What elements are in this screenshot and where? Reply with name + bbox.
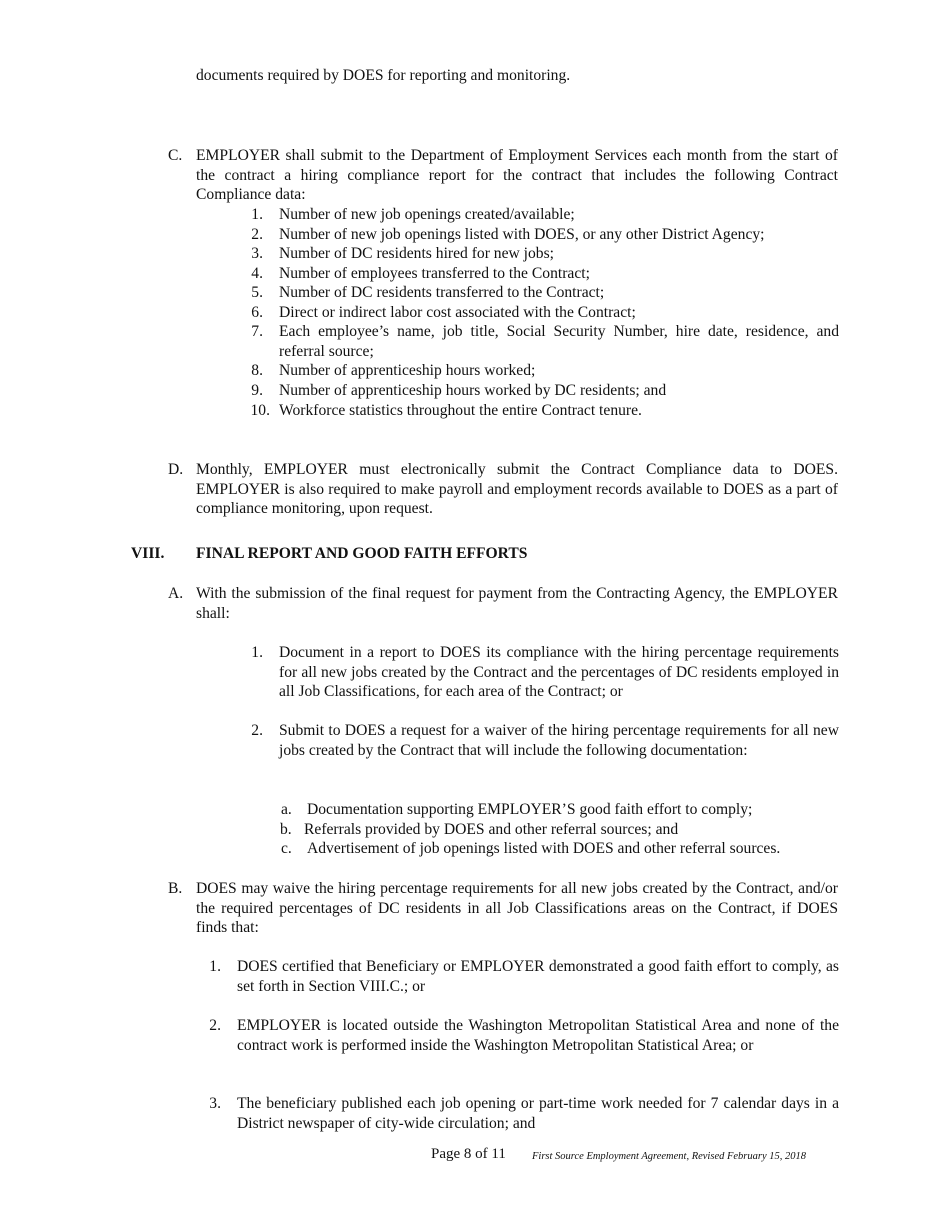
list-item-number: 8.	[251, 362, 263, 379]
section-a-item-2: Submit to DOES a request for a waiver of the hiring percentage requirements for all new jobs created by the Contract that will include the following documentation:	[279, 722, 839, 759]
intro-line: documents required by DOES for reporting and monitoring.	[196, 67, 571, 84]
section-d-letter: D.	[168, 461, 184, 478]
section-b-item: DOES certified that Beneficiary or EMPLOYER demonstrated a good faith effort to comply, as set forth in Section VIII.C.; or	[237, 958, 839, 995]
list-item: Direct or indirect labor cost associated with the Contract;	[279, 304, 636, 321]
footer-note: First Source Employment Agreement, Revised February 15, 2018	[532, 1151, 807, 1162]
sub-item-letter: b.	[280, 821, 292, 838]
section-a-item-1: Document in a report to DOES its compliance with the hiring percentage requirements for all new jobs created by the Contract and the percentages of DC residents employed in all Job Classifications, for each area of the Contract; or	[279, 644, 839, 701]
list-item-number: 6.	[251, 304, 263, 321]
list-item-number: 1.	[251, 644, 263, 661]
list-item: Number of DC residents hired for new jobs;	[279, 245, 554, 262]
list-item: Workforce statistics throughout the entire Contract tenure.	[279, 402, 642, 419]
list-item-number: 9.	[251, 382, 263, 399]
sub-item: Advertisement of job openings listed with DOES and other referral sources.	[307, 840, 781, 857]
sub-item: Documentation supporting EMPLOYER’S good faith effort to comply;	[307, 801, 753, 818]
list-item-number: 4.	[251, 265, 263, 282]
list-item: Number of DC residents transferred to the Contract;	[279, 284, 605, 301]
list-item-number: 10.	[250, 402, 270, 419]
list-item-number: 2.	[209, 1017, 221, 1034]
list-item-number: 5.	[251, 284, 263, 301]
list-item-number: 3.	[251, 245, 263, 262]
list-item-number: 1.	[251, 206, 263, 223]
page-number: Page 8 of 11	[431, 1146, 506, 1162]
section-c-letter: C.	[168, 147, 183, 164]
list-item: Number of employees transferred to the Contract;	[279, 265, 590, 282]
list-item-number: 2.	[251, 722, 263, 739]
section-viii-title: FINAL REPORT AND GOOD FAITH EFFORTS	[196, 545, 528, 562]
list-item: Each employee’s name, job title, Social Security Number, hire date, residence, and referral source;	[279, 323, 839, 360]
list-item: Number of new job openings listed with DOES, or any other District Agency;	[279, 226, 765, 243]
list-item: Number of apprenticeship hours worked;	[279, 362, 536, 379]
sub-item-letter: a.	[281, 801, 292, 818]
list-item-number: 2.	[251, 226, 263, 243]
list-item: Number of new job openings created/available;	[279, 206, 575, 223]
list-item-number: 1.	[209, 958, 221, 975]
section-b-letter: B.	[168, 880, 183, 897]
section-b-item: The beneficiary published each job opening or part-time work needed for 7 calendar days in a District newspaper of city-wide circulation; and	[237, 1095, 839, 1132]
section-c-text: EMPLOYER shall submit to the Department of Employment Services each month from the start of the contract a hiring compliance report for the contract that includes the following Contract Compliance data:	[196, 147, 838, 204]
section-a-letter: A.	[168, 585, 184, 602]
list-item-number: 3.	[209, 1095, 221, 1112]
sub-item-letter: c.	[281, 840, 292, 857]
section-b-text: DOES may waive the hiring percentage requirements for all new jobs created by the Contract, and/or the required percentages of DC residents in all Job Classifications areas on the Contract, if DOES finds that:	[196, 880, 838, 937]
sub-item: Referrals provided by DOES and other referral sources; and	[304, 821, 679, 838]
list-item: Number of apprenticeship hours worked by DC residents; and	[279, 382, 667, 399]
section-b-item: EMPLOYER is located outside the Washington Metropolitan Statistical Area and none of the contract work is performed inside the Washington Metropolitan Statistical Area; or	[237, 1017, 839, 1054]
list-item-number: 7.	[251, 323, 263, 340]
section-d-text: Monthly, EMPLOYER must electronically submit the Contract Compliance data to DOES. EMPLOYER is also required to make payroll and employment records available to DOES as a part of compliance monitoring, upon request.	[196, 461, 838, 518]
section-a-text: With the submission of the final request for payment from the Contracting Agency, the EMPLOYER shall:	[196, 585, 838, 622]
section-viii-numeral: VIII.	[131, 545, 165, 562]
